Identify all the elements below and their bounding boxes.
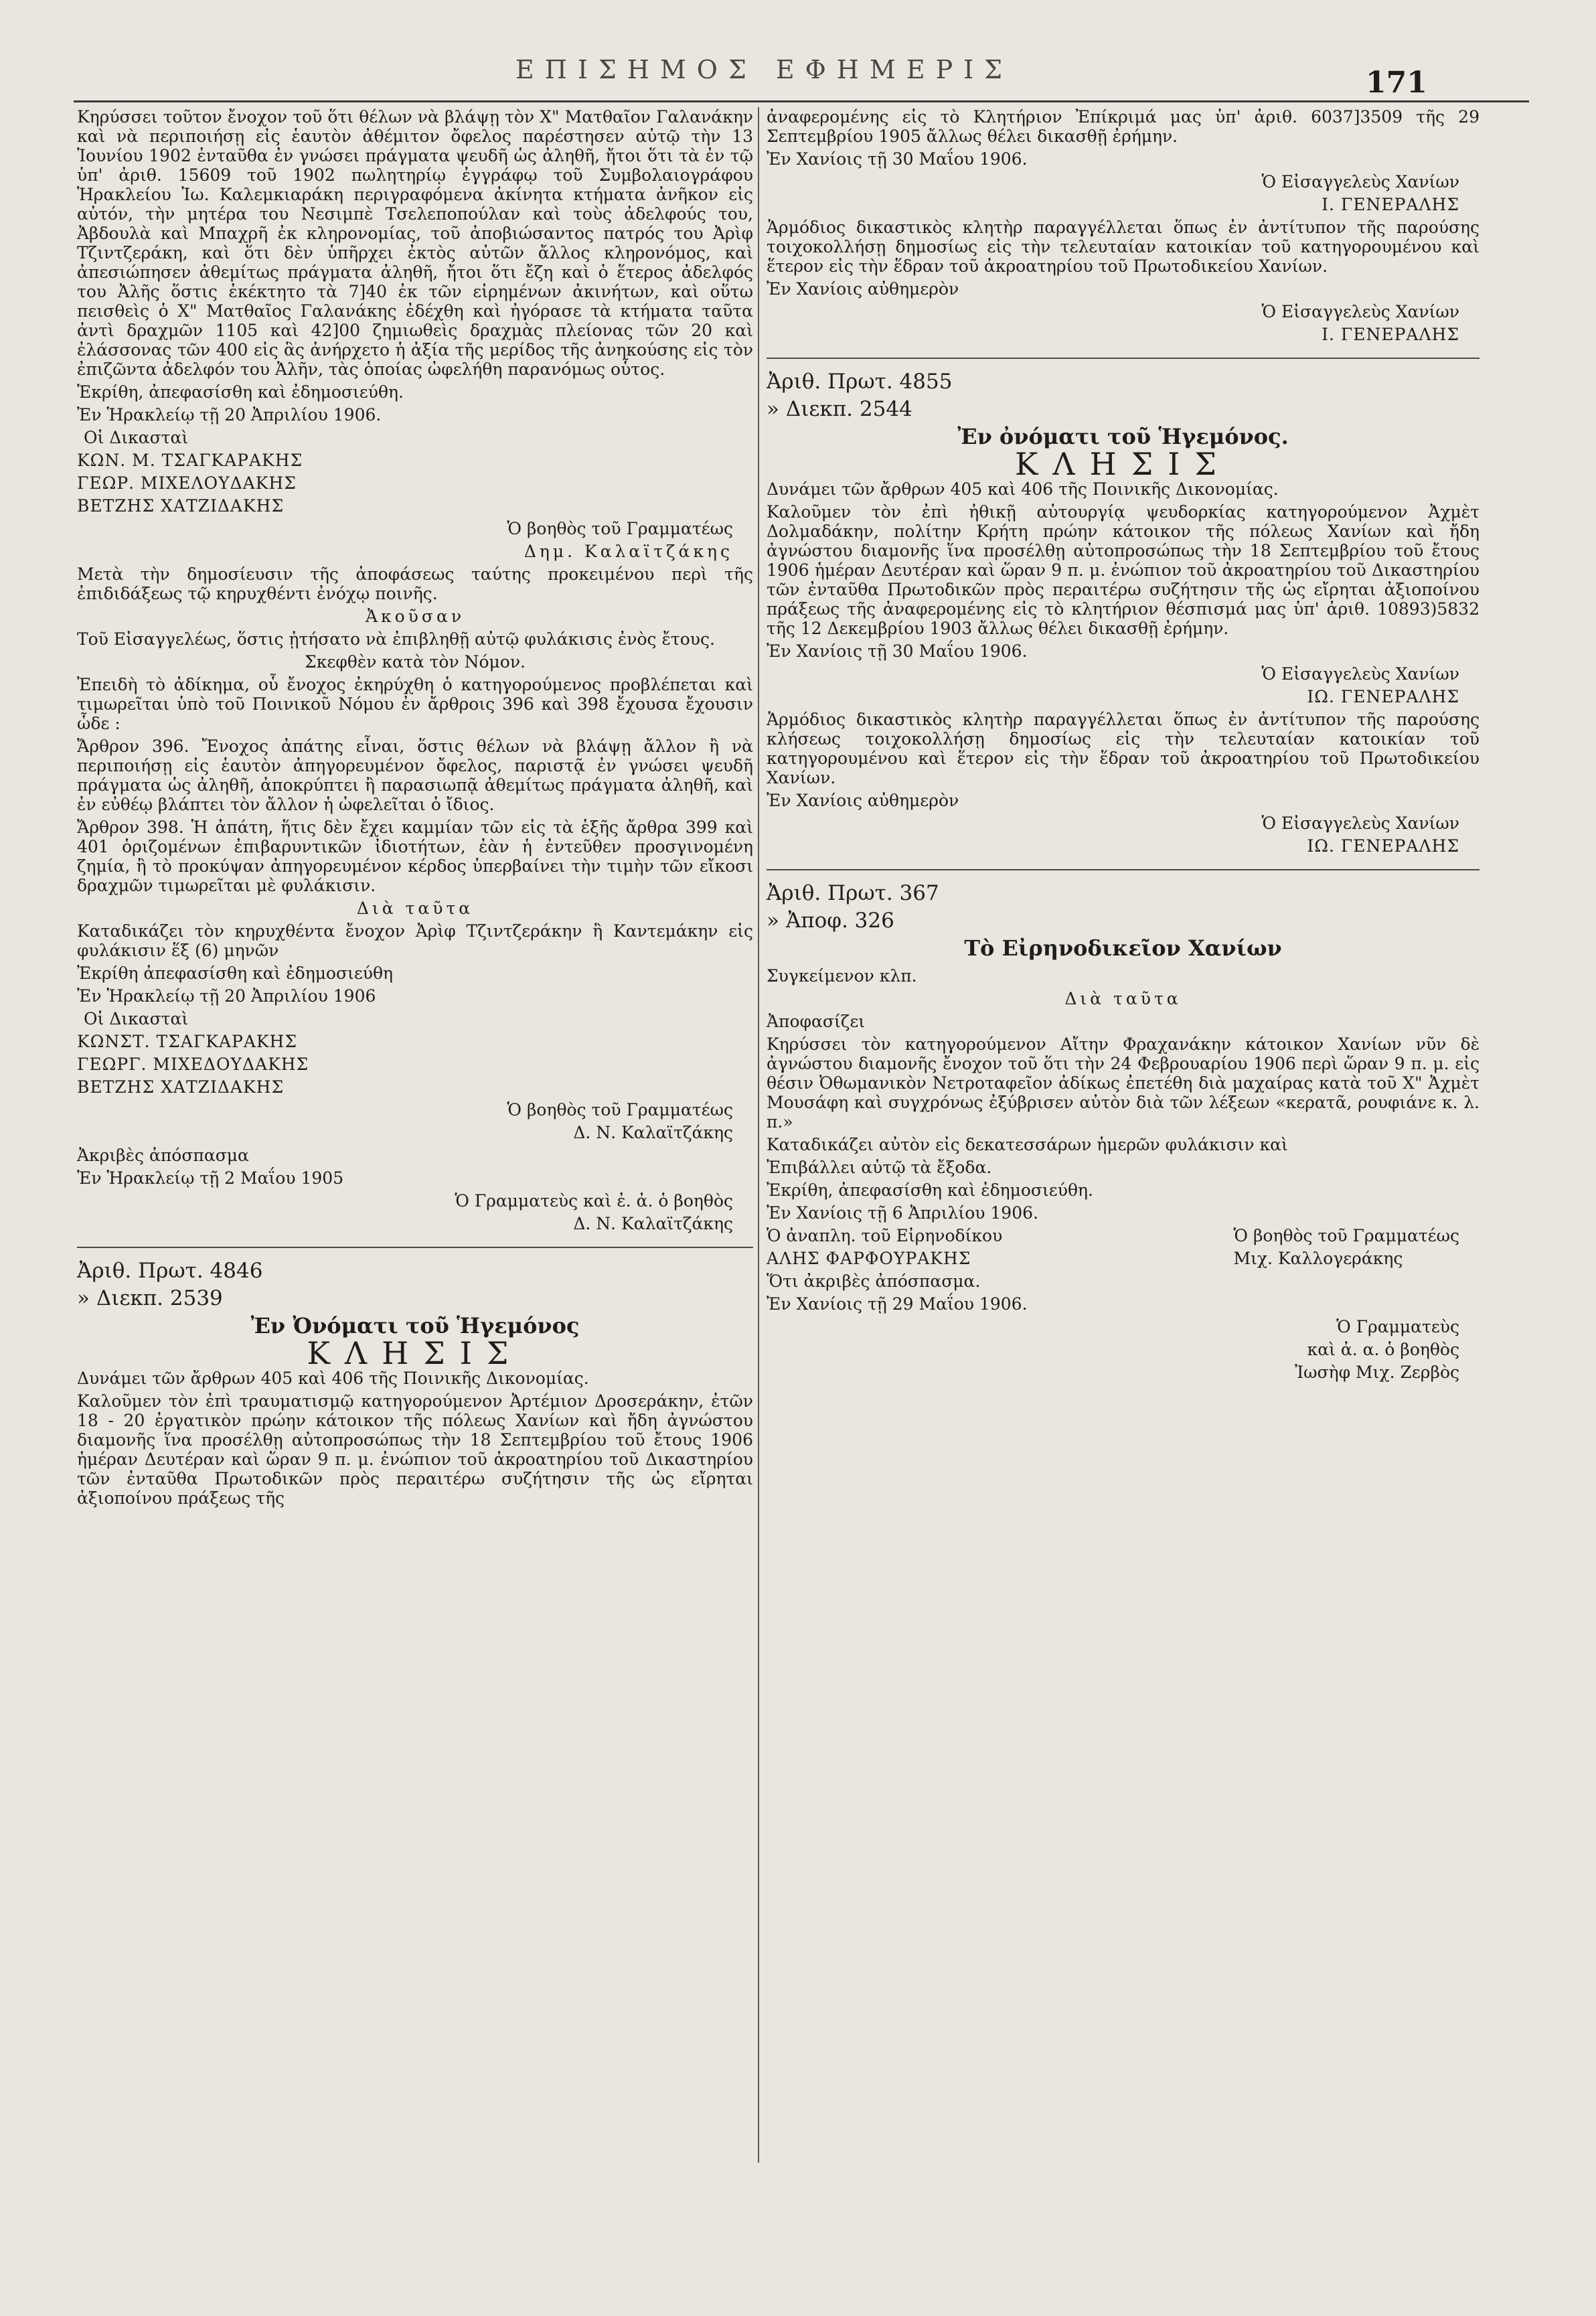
section-heading: Ἀκοῦσαν [365,607,465,626]
date-line: Ἐν Χανίοις τῇ 30 Μαΐου 1906. [767,641,1028,661]
judges-label: Οἱ Δικασταὶ [84,428,189,447]
signature-title: Ὁ Εἰσαγγελεὺς Χανίων [1261,172,1459,191]
summons-paragraph: Καλοῦμεν τὸν ἐπὶ τραυματισμῷ κατηγορούμενον Ἀρτέμιον Δροσεράκην, ἐτῶν 18 - 20 ἐργατικὸν πρώην κάτοικον τῆς πόλεως Χανίων καὶ ἤδη ἀγνώστου διαμονῆς ἵνα προσέλθῃ αὐτοπροσώπως τὴν 18 Σεπτεμβρίου τοῦ ἔτους 1906 ἡμέραν Δευτέραν καὶ ὥραν 9 π. μ. ἐνώπιον τοῦ ἀκροατηρίου τοῦ Δικαστηρίου τῶν ἐνταῦθα Πρωτοδικῶν πρὸς περαιτέρω συζήτησιν τῆς ὡς εἴρηται ἀξιοποίνου πράξεως τῆς [77,1391,753,1508]
decision-text: Κηρύσσει τοῦτον ἔνοχον τοῦ ὅτι θέλων νὰ βλάψῃ τὸν Χ" Ματθαῖον Γαλανάκην καὶ νὰ περιποιήσῃ εἰς ἑαυτὸν ἀθέμιτον ὄφελος παρέστησεν αὐτῷ τὴν 13 Ἰουνίου 1902 ἐνταῦθα ἐν γνώσει πράγματα ψευδῆ ὡς ἀληθῆ, ἤτοι ὅτι τὰ ἐν τῷ ὑπ' ἀριθ. 15609 τοῦ 1902 πωλητηρίῳ ἐγγράφῳ τοῦ Συμβολαιογράφου Ἡρακλείου Ἰω. Καλεμκιαράκη περιγραφόμενα ἀκίνητα κτήματα ἀνῆκον εἰς αὐτόν, τὴν μητέρα του Νεσιμπὲ Τσελεποπούλαν καὶ τοὺς ἀδελφούς του, Ἀβδουλὰ καὶ Μπαχρῆ ἐκ κληρονομίας, τοῦ ἀποβιώσαντος πατρός του Ἀρὶφ Τζιντζεράκη, καὶ ὅτι δὲν ὑπῆρχει ἐκτὸς αὐτῶν ἄλλος κληρονόμος, καὶ ἀπεσιώπησεν ἀθεμίτως πράγματα ἀληθῆ, ἤτοι ὅτι ἔζη καὶ ὁ ἕτερος ἀδελφός του Ἀλῆς ὅστις ἐκέκτητο τὰ 7]40 ἐκ τῶν εἰρημένων ἀκινήτων, καὶ οὕτω πεισθεὶς ὁ Χ" Ματθαῖος Γαλανάκης ἐδέχθη καὶ ἠγόρασε τὰ κτήματα ταῦτα ἀντὶ δραχμῶν 1105 καὶ 42]00 ζημιωθεὶς δραχμὰς πλείονας τῶν 20 καὶ ἐλάσσονας τῶν 400 εἰς ἃς ἀνήρχετο ἡ ἀξία τῆς μερίδος τῆς ἀνηκούσης εἰς τὸν ἐπιζῶντα ἀδελφόν του Ἀλῆν, τὰς ὁποίας ὠφελήθη παρανόμως οὗτος. [77,107,753,379]
body-paragraph: ἀναφερομένης εἰς τὸ Κλητήριον Ἐπίκριμά μας ὑπ' ἀριθ. 6037]3509 τῆς 29 Σεπτεμβρίου 1905 ἄλλως θέλει δικασθῇ ἐρήμην. [767,107,1480,146]
sentence-paragraph: Καταδικάζει αὐτὸν εἰς δεκατεσσάρων ἡμερῶν φυλάκισιν καὶ [767,1135,1288,1154]
signature-title: Ὁ Γραμματεὺς [1336,1317,1459,1336]
date-line: Ἐν Χανίοις αὐθημερὸν [767,791,959,810]
section-separator [77,1247,753,1248]
body-paragraph: Ἐπιβάλλει αὐτῷ τὰ ἔξοδα. [767,1158,992,1177]
signature-name: ΙΩ. ΓΕΝΕΡΑΛΗΣ [1307,836,1459,856]
signature-title: Ὁ Εἰσαγγελεὺς Χανίων [1261,814,1459,833]
klesis-title: ΚΛΗΣΙΣ [1015,446,1231,482]
section-heading: Ἀποφασίζει [767,1012,866,1031]
right-column [767,107,1480,1385]
body-paragraph: Ἐπειδὴ τὸ ἀδίκημα, οὗ ἔνοχος ἐκηρύχθη ὁ κατηγορούμενος προβλέπεται καὶ τιμωρεῖται ὑπὸ τοῦ Ποινικοῦ Νόμου ἐν ἄρθροις 396 καὶ 398 ἔχουσα ἔχουσιν ὧδε : [77,675,753,733]
summons-paragraph: Καλοῦμεν τὸν ἐπὶ ἠθικῇ αὐτουργίᾳ ψευδορκίας κατηγορούμενον Ἀχμὲτ Δολμαδάκην, πολίτην Κρήτη πρώην κάτοικον τῆς πόλεως Χανίων καὶ ἤδη ἀγνώστου διαμονῆς ἵνα προσέλθῃ αὐτοπροσώπως τὴν 18 Σεπτεμβρίου τοῦ ἔτους 1906 ἡμέραν Δευτέραν καὶ ὥραν 9 π. μ. ἐνώπιον τοῦ ἀκροατηρίου τοῦ Δικαστηρίου τῶν ἐνταῦθα Πρωτοδικῶν πρὸς περαιτέρω συζήτησιν τῆς ὡς εἴρηται ἀξιοποίνου πράξεως τῆς ἀναφερομένης εἰς τὸ κλητήριον θέσπισμά μας ὑπ' ἀριθ. 10893)5832 τῆς 12 Δεκεμβρίου 1903 ἄλλως θέλει δικασθῇ ἐρήμην. [767,502,1480,638]
body-paragraph: Μετὰ τὴν δημοσίευσιν τῆς ἀποφάσεως ταύτης προκειμένου περὶ τῆς ἐπιδιδάξεως τῷ κηρυχθέντι ἐνόχῳ ποινῆς. [77,564,753,603]
signature-title: Ὁ βοηθὸς τοῦ Γραμματέως [1233,1226,1459,1245]
judge-name: ΓΕΩΡΓ. ΜΙΧΕΔΟΥΔΑΚΗΣ [77,1055,309,1074]
signature-block-right [1234,1226,1459,1271]
dispatch-number: » Διεκπ. 2544 [767,397,912,421]
signature-row [767,1226,1480,1271]
date-line: Ἐν Ἡρακλείῳ τῇ 2 Μαΐου 1905 [77,1168,344,1188]
body-paragraph: Ἁρμόδιος δικαστικὸς κλητὴρ παραγγέλλεται ὅπως ἐν ἀντίτυπον τῆς παρούσης τοιχοκολλήσῃ δημοσίως εἰς τὴν τελευταίαν κατοικίαν τοῦ κατηγορουμένου καὶ ἕτερον εἰς τὴν ἕδραν τοῦ ἀκροατηρίου τοῦ Πρωτοδικείου Χανίων. [767,218,1480,276]
signature-name: ΙΩ. ΓΕΝΕΡΑΛΗΣ [1307,687,1459,706]
date-line: Ἐν Ἡρακλείῳ τῇ 20 Ἀπριλίου 1906. [77,405,382,424]
signature-title: Ὁ βοηθὸς τοῦ Γραμματέως [507,1100,733,1120]
signature-block-left [767,1226,1002,1271]
body-paragraph: Τοῦ Εἰσαγγελέως, ὅστις ᾐτήσατο νὰ ἐπιβληθῇ αὐτῷ φυλάκισις ἐνὸς ἔτους. [77,629,715,649]
date-line: Ἐν Χανίοις αὐθημερὸν [767,279,959,299]
judge-name: ΚΩΝΣΤ. ΤΣΑΓΚΑΡΑΚΗΣ [77,1032,298,1051]
running-title: ΕΠΙΣΗΜΟΣ ΕΦΗΜΕΡΙΣ [515,55,1014,84]
protocol-number: Ἀριθ. Πρωτ. 367 [767,881,939,905]
decision-number: » Ἀποφ. 326 [767,909,894,933]
judge-name: ΒΕΤΖΗΣ ΧΑΤΖΙΔΑΚΗΣ [77,1077,285,1097]
body-paragraph: Δυνάμει τῶν ἄρθρων 405 καὶ 406 τῆς Ποινικῆς Δικονομίας. [767,479,1279,499]
body-paragraph: Ἁρμόδιος δικαστικὸς κλητὴρ παραγγέλλεται ὅπως ἐν ἀντίτυπον τῆς παρούσης κλήσεως τοιχοκολλήσῃ δημοσίως εἰς τὴν τελευταίαν κατοικίαν τοῦ κατηγορουμένου καὶ ἕτερον εἰς τὴν ἕδραν τοῦ ἀκροατηρίου τοῦ Πρωτοδικείου Χανίων. [767,710,1480,787]
protocol-number: Ἀριθ. Πρωτ. 4855 [767,370,953,394]
column-divider [758,107,759,2163]
judge-name: ΒΕΤΖΗΣ ΧΑΤΖΙΔΑΚΗΣ [77,496,285,516]
notice-heading: Ἐν ὀνόματι τοῦ Ἡγεμόνος. [957,424,1289,449]
signature-title: Ὁ Γραμματεὺς καὶ ἐ. ἀ. ὁ βοηθὸς [455,1191,733,1211]
klesis-title: ΚΛΗΣΙΣ [307,1335,524,1371]
signature-name: Δ. Ν. Καλαϊτζάκης [573,1123,733,1142]
signature-title: Ὁ ἀναπλη. τοῦ Εἰρηνοδίκου [767,1226,1003,1245]
signature-name: Μιχ. Καλλογεράκης [1233,1249,1403,1268]
decision-text: Κηρύσσει τὸν κατηγορούμενον Αἴτην Φραχανάκην κάτοικον Χανίων νῦν δὲ ἀγνώστου διαμονῆς ἔνοχον τοῦ ὅτι τὴν 24 Φεβρουαρίου 1906 περὶ ὥραν 9 π. μ. εἰς θέσιν Ὀθωμανικὸν Νετροταφεῖον ἀδίκως ἐπετέθη διὰ μαχαίρας κατὰ τοῦ Χ" Ἀχμὲτ Μουσάφη καὶ συγχρόνως ἐξύβρισεν αὐτὸν διὰ τῶν λέξεων «κερατᾶ, ρουφιάνε κ. λ. π.» [767,1034,1480,1132]
section-heading: Διὰ ταῦτα [1064,989,1182,1008]
certified-copy-line: Ἀκριβὲς ἀπόσπασμα [77,1146,249,1165]
body-paragraph: Συγκείμενον κλπ. [767,966,917,986]
section-separator [767,358,1480,359]
law-article: Ἄρθρον 398. Ἡ ἀπάτη, ἥτις δὲν ἔχει καμμίαν τῶν εἰς τὰ ἑξῆς ἄρθρα 399 καὶ 401 ὁριζομένων ἐπιβαρυντικῶν ἰδιοτήτων, ἐὰν ἡ ἐντεῦθεν προσγινομένη ζημία, ἢ τὸ προκύψαν ἀπηγορευμένον κέρδος ὑπερβαίνει τὴν τιμὴν τῶν εἴκοσι δραχμῶν τιμωρεῖται μὲ φυλάκισιν. [77,818,753,895]
signature-name: ΑΛΗΣ ΦΑΡΦΟΥΡΑΚΗΣ [767,1249,971,1268]
page-header [0,0,1596,100]
date-line: Ἐν Χανίοις τῇ 29 Μαΐου 1906. [767,1294,1028,1314]
signature-name: Ι. ΓΕΝΕΡΑΛΗΣ [1322,325,1459,344]
signature-name: Δ. Ν. Καλαϊτζάκης [573,1214,733,1233]
body-paragraph: Δυνάμει τῶν ἄρθρων 405 καὶ 406 τῆς Ποινικῆς Δικονομίας. [77,1369,589,1388]
signature-title: Ὁ Εἰσαγγελεὺς Χανίων [1261,302,1459,321]
signature-title: Ὁ Εἰσαγγελεὺς Χανίων [1261,664,1459,684]
signature-title: Ὁ βοηθὸς τοῦ Γραμματέως [507,519,733,538]
date-line: Ἐν Χανίοις τῇ 30 Μαΐου 1906. [767,149,1028,169]
certified-copy-line: Ὅτι ἀκριβὲς ἀπόσπασμα. [767,1271,981,1291]
section-heading: Διὰ ταῦτα [356,899,474,918]
date-line: Ἐν Ἡρακλείῳ τῇ 20 Ἀπριλίου 1906 [77,986,376,1006]
judges-label: Οἱ Δικασταὶ [84,1009,189,1028]
signature-name: Ἰωσὴφ Μιχ. Ζερβὸς [1295,1363,1459,1382]
verdict-line: Ἐκρίθη, ἀπεφασίσθη καὶ ἐδημοσιεύθη. [767,1180,1093,1200]
signature-title: καὶ ἀ. α. ὁ βοηθὸς [1307,1340,1459,1359]
verdict-line: Ἐκρίθη ἀπεφασίσθη καὶ ἐδημοσιεύθη [77,963,394,983]
judge-name: ΚΩΝ. Μ. ΤΣΑΓΚΑΡΑΚΗΣ [77,451,303,470]
court-heading: Τὸ Εἰρηνοδικεῖον Χανίων [964,935,1282,961]
section-separator [767,869,1480,870]
judge-name: ΓΕΩΡ. ΜΙΧΕΛΟΥΔΑΚΗΣ [77,473,297,493]
left-column [77,107,753,1511]
signature-name: Δημ. Καλαϊτζάκης [524,542,733,561]
protocol-number: Ἀριθ. Πρωτ. 4846 [77,1259,263,1283]
verdict-line: Ἐκρίθη, ἀπεφασίσθη καὶ ἐδημοσιεύθη. [77,382,404,402]
date-line: Ἐν Χανίοις τῇ 6 Ἀπριλίου 1906. [767,1203,1038,1223]
notice-heading: Ἐν Ὀνόματι τοῦ Ἡγεμόνος [250,1313,580,1338]
signature-name: Ι. ΓΕΝΕΡΑΛΗΣ [1322,195,1459,214]
header-rule [74,100,1529,102]
dispatch-number: » Διεκπ. 2539 [77,1286,223,1310]
page-number: 171 [1366,66,1427,100]
sentence-paragraph: Καταδικάζει τὸν κηρυχθέντα ἔνοχον Ἀρὶφ Τζιντζεράκην ἢ Καντεμάκην εἰς φυλάκισιν ἕξ (6) μηνῶν [77,921,753,960]
section-heading: Σκεφθὲν κατὰ τὸν Νόμον. [305,652,526,672]
law-article: Ἄρθρον 396. Ἔνοχος ἀπάτης εἶναι, ὅστις θέλων νὰ βλάψῃ ἄλλον ἢ νὰ περιποιήσῃ εἰς ἑαυτὸν ἀπηγορευμένον ὄφελος, παριστᾷ ἐν γνώσει ψευδῆ πράγματα ὡς ἀληθῆ, ἀποκρύπτει ἢ παρασιωπᾷ ἀθεμίτως πράγματα ἀληθῆ, καὶ ἐν εὐθέῳ βλάπτει τὸν ἄλλον ἡ ὠφελεῖται ὁ ἴδιος. [77,737,753,814]
